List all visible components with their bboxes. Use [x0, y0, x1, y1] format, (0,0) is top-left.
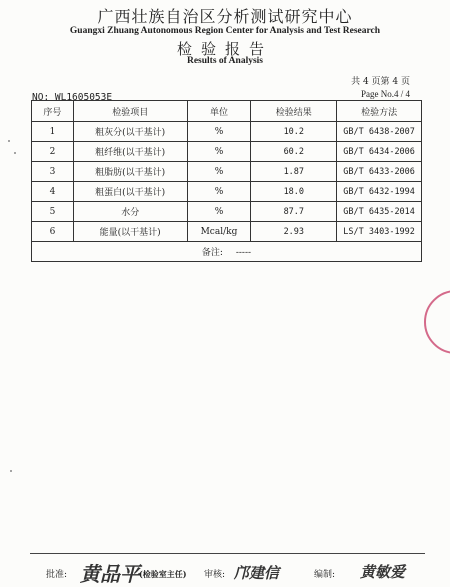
prepare-label: 编制: — [314, 570, 336, 580]
page-count-en: Page No.4 / 4 — [361, 89, 410, 99]
row-number: 5 — [32, 202, 74, 222]
test-result: 87.7 — [251, 202, 337, 222]
test-method: GB/T 6434-2006 — [337, 142, 422, 162]
remarks-row — [32, 242, 422, 262]
signature-divider — [30, 553, 425, 554]
unit: % — [187, 122, 251, 142]
column-header-item: 检验项目 — [73, 101, 187, 122]
table-row — [32, 182, 422, 202]
test-item: 能量(以干基计) — [73, 222, 187, 242]
prepare-signature: 黄敏爱 — [360, 563, 406, 581]
test-method: LS/T 3403-1992 — [337, 222, 422, 242]
row-number: 4 — [32, 182, 74, 202]
scan-speck — [8, 140, 10, 142]
test-result: 10.2 — [251, 122, 337, 142]
table-row — [32, 162, 422, 182]
scan-speck — [14, 152, 16, 154]
approve-label: 批准: — [46, 570, 68, 580]
table-header-row — [32, 101, 422, 122]
test-item: 粗蛋白(以干基计) — [73, 182, 187, 202]
test-result: 1.87 — [251, 162, 337, 182]
test-item: 粗纤维(以干基计) — [73, 142, 187, 162]
approve-role: (检验室主任) — [139, 569, 187, 579]
seal-stamp — [424, 290, 450, 354]
test-result: 18.0 — [251, 182, 337, 202]
remarks-label: 备注: — [201, 248, 223, 258]
test-item: 粗脂肪(以干基计) — [73, 162, 187, 182]
column-header-method: 检验方法 — [337, 101, 422, 122]
table-row — [32, 122, 422, 142]
scan-speck — [10, 470, 12, 472]
test-result: 2.93 — [251, 222, 337, 242]
column-header-unit: 单位 — [187, 101, 251, 122]
remarks-value: ----- — [235, 248, 252, 258]
unit: % — [187, 182, 251, 202]
row-number: 3 — [32, 162, 74, 182]
remarks-cell — [32, 242, 422, 262]
test-result: 60.2 — [251, 142, 337, 162]
test-method: GB/T 6438-2007 — [337, 122, 422, 142]
approve-signature: 黄品平 — [80, 562, 140, 586]
test-item: 粗灰分(以干基计) — [73, 122, 187, 142]
table-row — [32, 202, 422, 222]
row-number: 2 — [32, 142, 74, 162]
test-method: GB/T 6432-1994 — [337, 182, 422, 202]
report-number: NO: WL1605053E — [32, 92, 113, 103]
row-number: 6 — [32, 222, 74, 242]
test-method: GB/T 6433-2006 — [337, 162, 422, 182]
unit: % — [187, 162, 251, 182]
results-table — [31, 100, 422, 262]
unit: Mcal/kg — [187, 222, 251, 242]
review-label: 审核: — [204, 570, 226, 580]
institution-name-cn: 广西壮族自治区分析测试研究中心 — [97, 7, 353, 26]
table-row — [32, 222, 422, 242]
column-header-no: 序号 — [32, 101, 74, 122]
column-header-result: 检验结果 — [251, 101, 337, 122]
table-row — [32, 142, 422, 162]
unit: % — [187, 142, 251, 162]
report-title-cn: 检验报告 — [176, 40, 273, 58]
report-title-en: Results of Analysis — [186, 56, 263, 66]
unit: % — [187, 202, 251, 222]
row-number: 1 — [32, 122, 74, 142]
page-count-cn: 共 4 页第 4 页 — [351, 77, 410, 87]
test-method: GB/T 6435-2014 — [337, 202, 422, 222]
test-item: 水分 — [73, 202, 187, 222]
institution-name-en: Guangxi Zhuang Autonomous Region Center for Analysis and Test Research — [69, 26, 381, 36]
review-signature: 邝建信 — [234, 564, 280, 582]
